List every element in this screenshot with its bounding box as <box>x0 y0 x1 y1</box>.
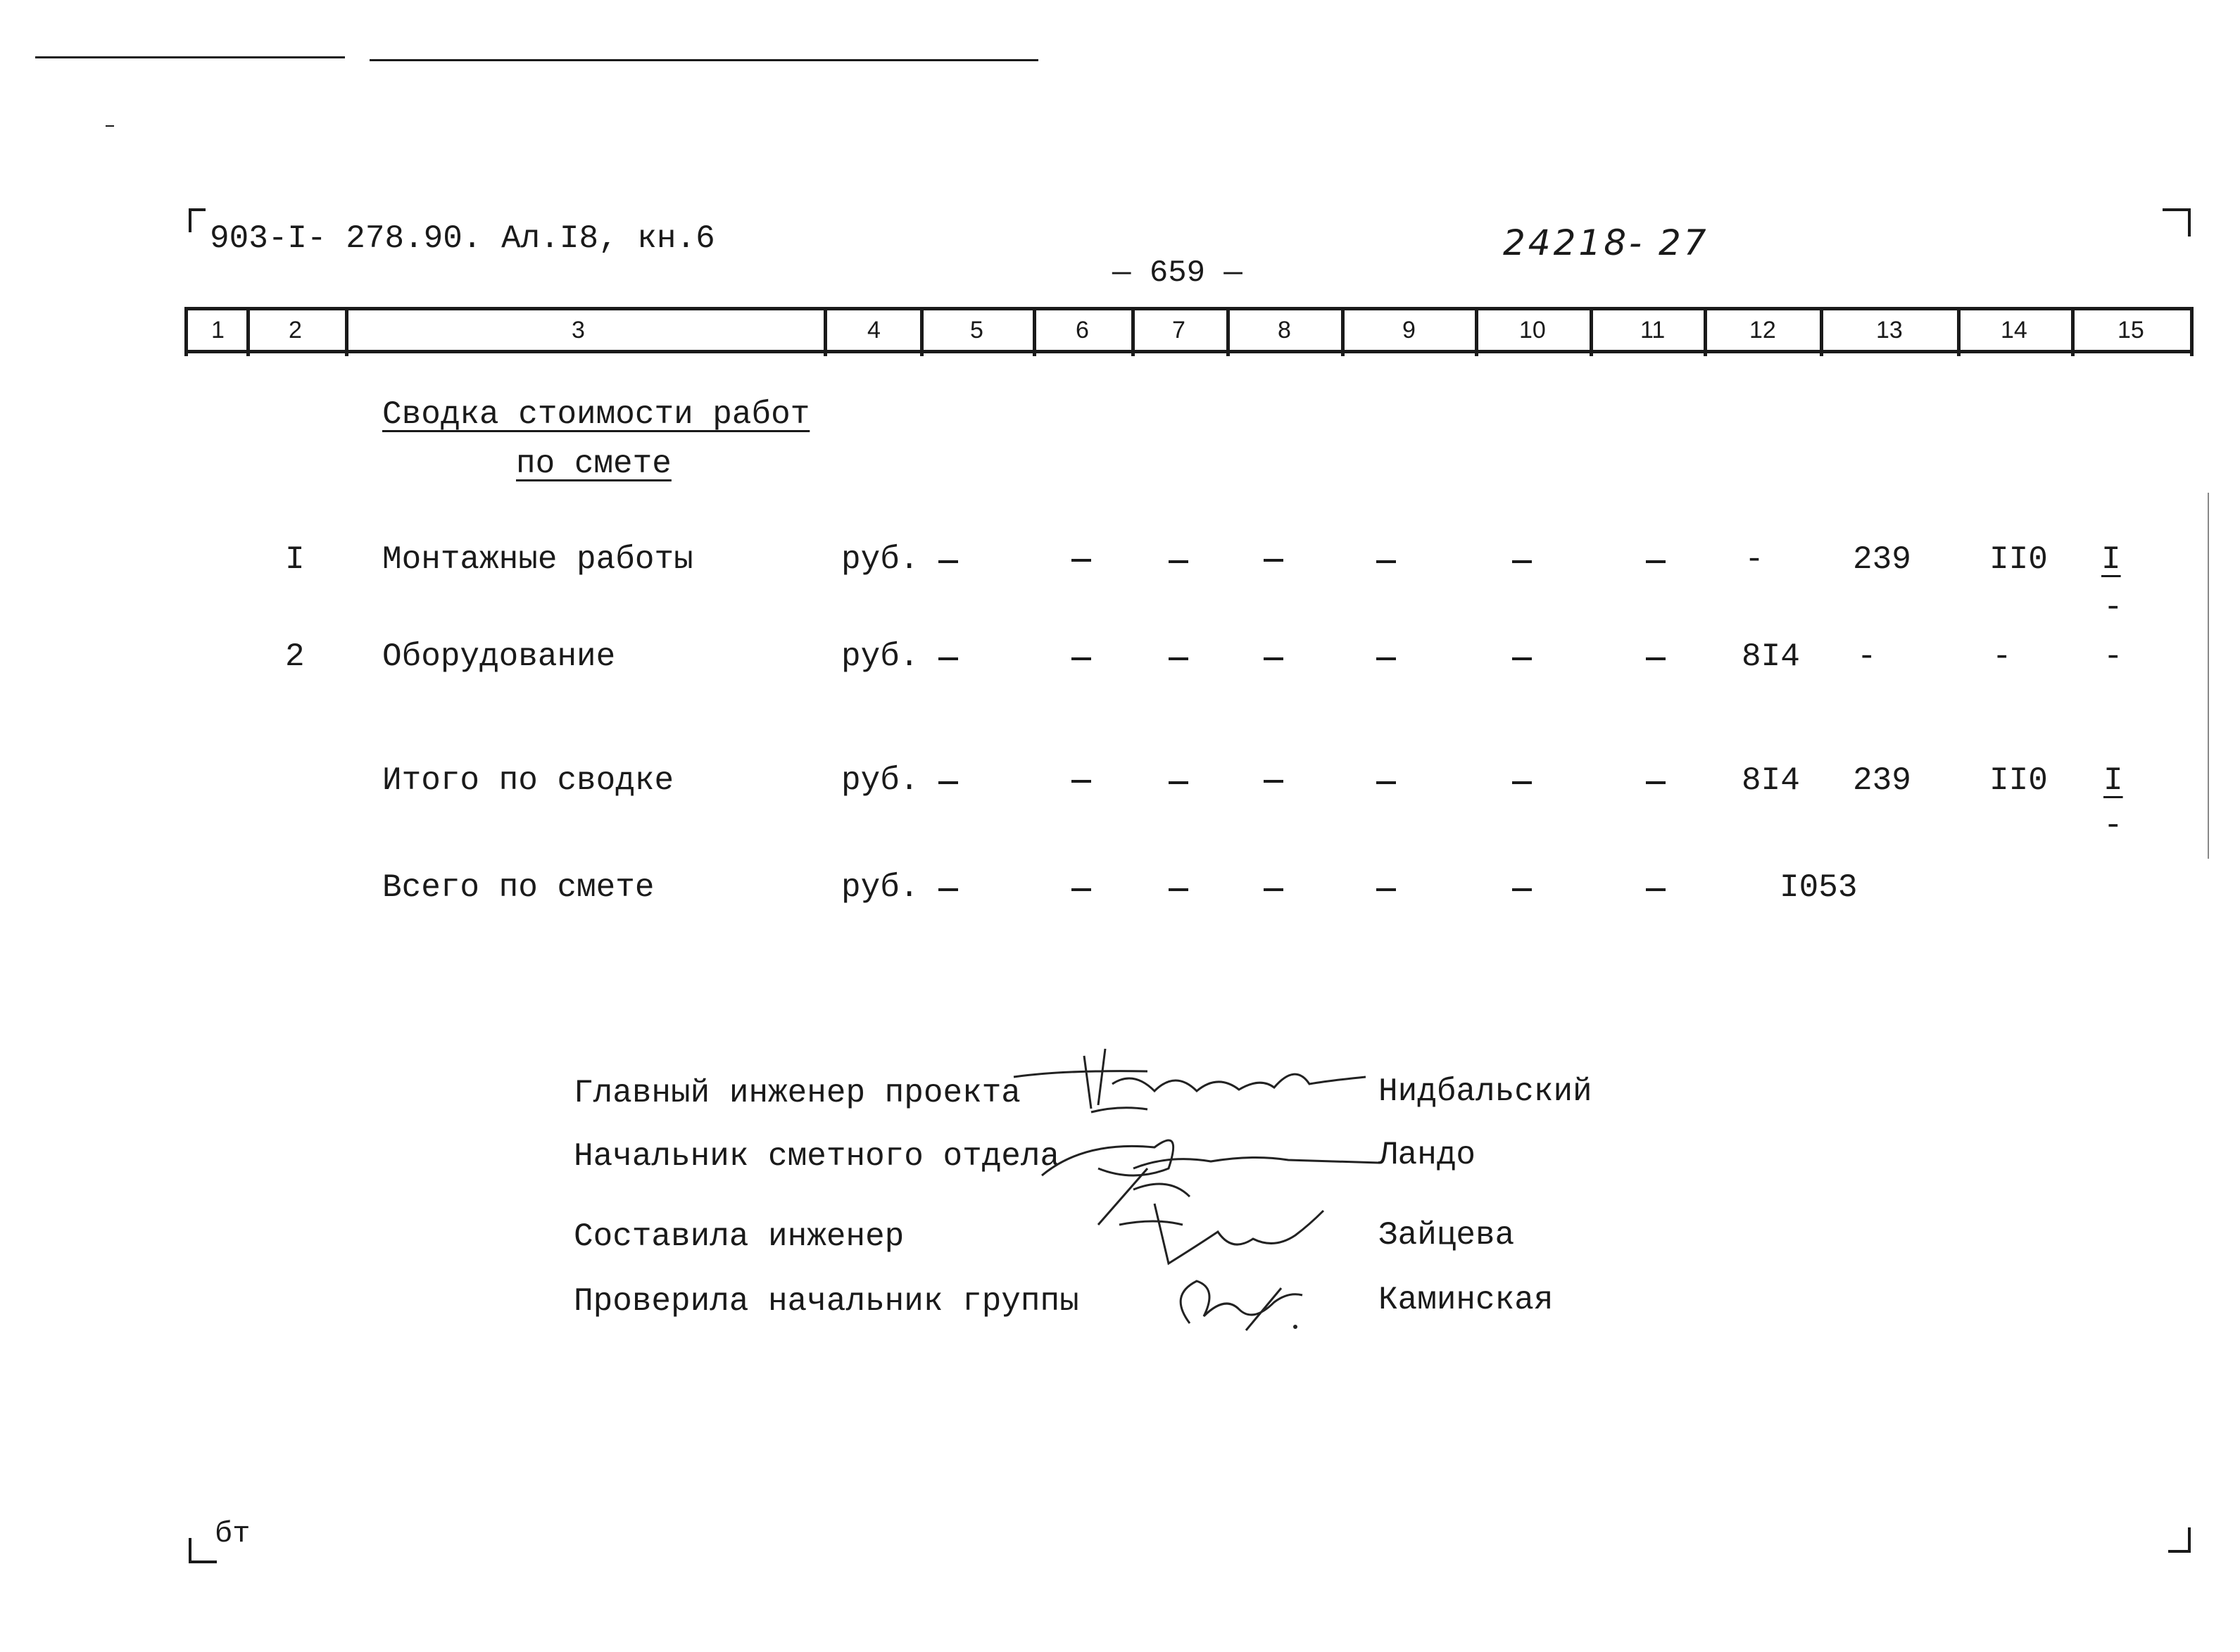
col-header-15: 15 <box>2118 317 2144 343</box>
row-1-number: I <box>285 541 305 578</box>
row-4-col6-dash <box>1071 888 1091 891</box>
page-number <box>1112 258 1242 289</box>
col-header-6: 6 <box>1076 317 1089 343</box>
inventory-number: 24218- 27 <box>1503 222 1709 263</box>
col-border-7 <box>1226 310 1230 356</box>
scan-line-top-2 <box>370 59 1038 61</box>
col-header-9: 9 <box>1402 317 1416 343</box>
row-2-col7-dash <box>1169 657 1188 660</box>
corner-top-right <box>2188 208 2191 237</box>
row-2-number: 2 <box>285 638 305 675</box>
row-1-col6-dash <box>1071 559 1091 562</box>
row-4-name: Всего по смете <box>382 869 655 906</box>
row-2-col5-dash <box>938 657 958 660</box>
signature-name-1: Нидбальский <box>1378 1073 1592 1110</box>
col-header-14: 14 <box>2001 317 2027 343</box>
section-title-line2: по смете <box>516 446 672 482</box>
row-3-col15-top: I <box>2103 762 2123 799</box>
col-header-10: 10 <box>1519 317 1546 343</box>
row-1-col10-dash <box>1512 560 1532 563</box>
footer-mark: бт <box>215 1517 251 1551</box>
col-border-5 <box>1033 310 1036 356</box>
row-4-col9-dash <box>1376 888 1396 891</box>
row-1-col13: 239 <box>1853 541 1911 578</box>
row-2-col10-dash <box>1512 657 1532 660</box>
corner-top-right-h <box>2163 208 2191 211</box>
col-header-12: 12 <box>1749 317 1776 343</box>
col-header-1: 1 <box>211 317 225 343</box>
row-1-col14: II0 <box>1989 541 2048 578</box>
section-title-line1: Сводка стоимости работ <box>382 396 810 433</box>
col-header-7: 7 <box>1172 317 1185 343</box>
row-3-col14: II0 <box>1989 762 2048 799</box>
row-4-col11-dash <box>1646 888 1666 891</box>
page-number-value: 659 <box>1149 256 1206 291</box>
col-border-1 <box>246 310 250 356</box>
col-header-4: 4 <box>867 317 881 343</box>
row-2-col8-dash <box>1264 657 1283 660</box>
row-1-col15-bottom: - <box>2103 589 2123 626</box>
row-1-name: Монтажные работы <box>382 541 693 578</box>
row-3-col10-dash <box>1512 781 1532 784</box>
col-border-6 <box>1131 310 1135 356</box>
row-2-col11-dash <box>1646 657 1666 660</box>
signature-name-2: Ландо <box>1378 1137 1476 1173</box>
col-header-2: 2 <box>289 317 302 343</box>
scan-line-right <box>2208 493 2209 859</box>
row-2-col14: - <box>1992 638 2012 675</box>
signature-role-1: Главный инженер проекта <box>574 1075 1021 1111</box>
page-number-dash-left: — <box>1112 256 1150 291</box>
row-3-col7-dash <box>1169 781 1188 784</box>
handwritten-signature-1 <box>1007 1042 1373 1119</box>
corner-bottom-left-h <box>189 1560 217 1563</box>
handwritten-signature-4 <box>1162 1267 1323 1344</box>
row-1-unit: руб. <box>841 541 919 578</box>
row-2-col6-dash <box>1071 657 1091 660</box>
row-3-col12: 8I4 <box>1742 762 1800 799</box>
row-1-col15-top: I <box>2101 541 2121 578</box>
scan-mark <box>106 125 114 127</box>
col-border-8 <box>1341 310 1345 356</box>
row-2-name: Оборудование <box>382 638 616 675</box>
col-border-14 <box>2071 310 2075 356</box>
col-header-3: 3 <box>572 317 585 343</box>
row-3-col11-dash <box>1646 781 1666 784</box>
page-number-dash-right: — <box>1205 256 1242 291</box>
col-border-12 <box>1820 310 1823 356</box>
signature-role-4: Проверила начальник группы <box>574 1283 1079 1320</box>
row-1-col7-dash <box>1169 560 1188 563</box>
col-border-3 <box>824 310 827 356</box>
row-3-col6-dash <box>1071 780 1091 783</box>
row-1-col5-dash <box>938 560 958 563</box>
corner-top-left <box>189 208 191 232</box>
row-3-col8-dash <box>1264 780 1283 783</box>
row-3-col9-dash <box>1376 781 1396 784</box>
row-2-col9-dash <box>1376 657 1396 660</box>
row-1-col11-dash <box>1646 560 1666 563</box>
corner-bottom-right <box>2188 1527 2191 1553</box>
row-3-name: Итого по сводке <box>382 762 674 799</box>
row-4-col10-dash <box>1512 888 1532 891</box>
corner-bottom-left <box>189 1538 191 1563</box>
row-3-col15-bottom: - <box>2103 807 2123 844</box>
signature-role-2: Начальник сметного отдела <box>574 1138 1060 1175</box>
col-border-0 <box>184 310 188 356</box>
signature-name-3: Зайцева <box>1378 1217 1515 1254</box>
row-2-col12: 8I4 <box>1742 638 1800 675</box>
row-1-col12: - <box>1744 541 1764 578</box>
row-3-unit: руб. <box>841 762 919 799</box>
row-2-col13: - <box>1857 638 1877 675</box>
col-border-13 <box>1957 310 1961 356</box>
document-code: 903-I- 278.90. Ал.I8, кн.6 <box>210 220 715 257</box>
signature-role-3: Составила инженер <box>574 1218 905 1255</box>
row-3-col5-dash <box>938 781 958 784</box>
col-border-10 <box>1590 310 1593 356</box>
col-header-8: 8 <box>1278 317 1291 343</box>
col-border-15 <box>2190 310 2194 356</box>
row-4-col8-dash <box>1264 888 1283 891</box>
row-2-unit: руб. <box>841 638 919 675</box>
row-3-col13: 239 <box>1853 762 1911 799</box>
col-header-13: 13 <box>1876 317 1903 343</box>
col-header-11: 11 <box>1640 317 1666 343</box>
row-1-col8-dash <box>1264 559 1283 562</box>
row-4-col5-dash <box>938 888 958 891</box>
col-border-9 <box>1475 310 1478 356</box>
col-border-11 <box>1704 310 1707 356</box>
signature-name-4: Каминская <box>1378 1282 1554 1318</box>
row-1-col9-dash <box>1376 560 1396 563</box>
row-2-col15: - <box>2103 638 2123 675</box>
handwritten-signature-3 <box>1112 1197 1338 1274</box>
col-header-5: 5 <box>970 317 983 343</box>
scan-line-top-1 <box>35 56 345 58</box>
row-4-col7-dash <box>1169 888 1188 891</box>
row-4-col12-total: I053 <box>1780 869 1858 906</box>
row-4-unit: руб. <box>841 869 919 906</box>
col-border-4 <box>920 310 924 356</box>
corner-bottom-right-h <box>2168 1550 2191 1553</box>
corner-top-left-h <box>189 208 206 211</box>
col-border-2 <box>345 310 348 356</box>
